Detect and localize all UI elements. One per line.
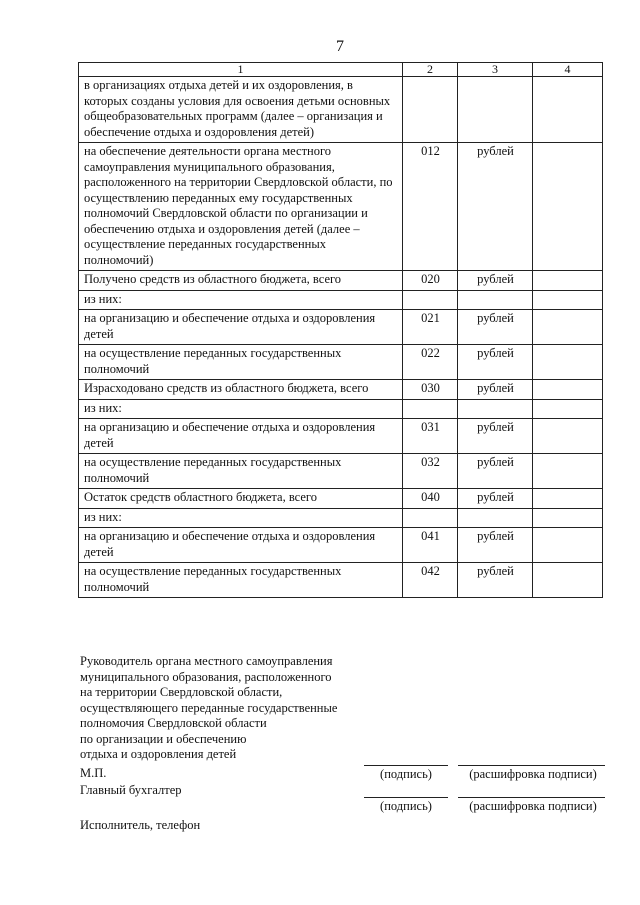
- row-label-cell: из них:: [79, 290, 403, 310]
- row-unit-cell: рублей: [458, 380, 533, 400]
- row-label-cell: на осуществление переданных государственных полномочий: [79, 454, 403, 489]
- row-unit-cell: [458, 399, 533, 419]
- row-label-cell: на организацию и обеспечение отдыха и оздоровления детей: [79, 528, 403, 563]
- row-label-cell: в организациях отдыха детей и их оздоровления, в которых созданы условия для освоения детьми основных общеобразовательных программ (далее – организация и обеспечение отдыха и оздоровления детей): [79, 77, 403, 143]
- table-row: [79, 508, 603, 528]
- row-code-cell: 040: [403, 489, 458, 509]
- row-code-cell: [403, 399, 458, 419]
- table-row: [79, 310, 603, 345]
- row-unit-cell: рублей: [458, 310, 533, 345]
- row-value-cell[interactable]: [533, 399, 603, 419]
- row-value-cell[interactable]: [533, 454, 603, 489]
- report-table-body: [79, 63, 603, 598]
- row-unit-cell: рублей: [458, 563, 533, 598]
- row-value-cell[interactable]: [533, 380, 603, 400]
- head-title-line: муниципального образования, расположенного: [80, 669, 332, 684]
- head-signature-line: [364, 765, 448, 766]
- row-unit-cell: [458, 77, 533, 143]
- row-value-cell[interactable]: [533, 489, 603, 509]
- row-label-cell: на осуществление переданных государственных полномочий: [79, 345, 403, 380]
- row-label-cell: на обеспечение деятельности органа местного самоуправления муниципального образования, расположенного на территории Свердловской области, по осуществлению переданных ему государственных полномочий Свердловской области по организации и обеспечению отдыха и оздоровления детей (далее – осуществление переданных государственных полномочий): [79, 143, 403, 271]
- row-code-cell: 012: [403, 143, 458, 271]
- row-code-cell: 021: [403, 310, 458, 345]
- row-value-cell[interactable]: [533, 77, 603, 143]
- row-value-cell[interactable]: [533, 290, 603, 310]
- row-unit-cell: рублей: [458, 271, 533, 291]
- head-title-line: по организации и обеспечению: [80, 731, 247, 746]
- column-header: 2: [403, 63, 458, 77]
- page-number: 7: [336, 38, 344, 55]
- row-unit-cell: рублей: [458, 419, 533, 454]
- row-value-cell[interactable]: [533, 508, 603, 528]
- table-row: [79, 345, 603, 380]
- row-code-cell: 030: [403, 380, 458, 400]
- row-unit-cell: рублей: [458, 454, 533, 489]
- row-unit-cell: [458, 290, 533, 310]
- table-row: [79, 77, 603, 143]
- head-title-line: отдыха и оздоровления детей: [80, 747, 237, 761]
- row-value-cell[interactable]: [533, 271, 603, 291]
- row-label-cell: Израсходовано средств из областного бюджета, всего: [79, 380, 403, 400]
- row-code-cell: 022: [403, 345, 458, 380]
- table-row: [79, 489, 603, 509]
- row-label-cell: из них:: [79, 399, 403, 419]
- table-header-row: [79, 63, 603, 77]
- row-value-cell[interactable]: [533, 310, 603, 345]
- row-code-cell: 042: [403, 563, 458, 598]
- row-code-cell: [403, 290, 458, 310]
- table-row: [79, 380, 603, 400]
- table-row: [79, 454, 603, 489]
- head-decoding-caption: (расшифровка подписи): [469, 767, 597, 781]
- column-header: 3: [458, 63, 533, 77]
- report-table: [78, 62, 603, 598]
- table-row: [79, 528, 603, 563]
- table-row: [79, 419, 603, 454]
- table-row: [79, 271, 603, 291]
- accountant-decoding-line: [458, 797, 605, 798]
- table-row: [79, 563, 603, 598]
- column-header: 1: [79, 63, 403, 77]
- head-title-line: Руководитель органа местного самоуправления: [80, 654, 333, 668]
- row-code-cell: 031: [403, 419, 458, 454]
- row-label-cell: на организацию и обеспечение отдыха и оздоровления детей: [79, 310, 403, 345]
- row-code-cell: 032: [403, 454, 458, 489]
- row-code-cell: [403, 77, 458, 143]
- row-label-cell: Получено средств из областного бюджета, всего: [79, 271, 403, 291]
- row-unit-cell: рублей: [458, 345, 533, 380]
- head-title-line: полномочия Свердловской области: [80, 716, 267, 730]
- row-label-cell: на организацию и обеспечение отдыха и оздоровления детей: [79, 419, 403, 454]
- row-unit-cell: рублей: [458, 528, 533, 563]
- row-label-cell: Остаток средств областного бюджета, всего: [79, 489, 403, 509]
- head-title-block: [80, 654, 337, 763]
- row-code-cell: 020: [403, 271, 458, 291]
- row-label-cell: на осуществление переданных государственных полномочий: [79, 563, 403, 598]
- head-title-line: осуществляющего переданные государственные: [80, 700, 338, 715]
- row-value-cell[interactable]: [533, 345, 603, 380]
- table-row: [79, 399, 603, 419]
- row-code-cell: 041: [403, 528, 458, 563]
- row-unit-cell: [458, 508, 533, 528]
- row-unit-cell: рублей: [458, 489, 533, 509]
- chief-accountant-label: Главный бухгалтер: [80, 783, 182, 797]
- column-header: 4: [533, 63, 603, 77]
- table-row: [79, 143, 603, 271]
- head-decoding-line: [458, 765, 605, 766]
- row-unit-cell: рублей: [458, 143, 533, 271]
- performer-label: Исполнитель, телефон: [80, 818, 201, 832]
- row-value-cell[interactable]: [533, 528, 603, 563]
- row-label-cell: из них:: [79, 508, 403, 528]
- row-value-cell[interactable]: [533, 143, 603, 271]
- head-signature-caption: (подпись): [380, 767, 432, 781]
- accountant-decoding-caption: (расшифровка подписи): [469, 799, 597, 813]
- stamp-label: М.П.: [80, 766, 107, 780]
- row-value-cell[interactable]: [533, 419, 603, 454]
- row-code-cell: [403, 508, 458, 528]
- head-title-line: на территории Свердловской области,: [80, 685, 283, 699]
- accountant-signature-caption: (подпись): [380, 799, 432, 813]
- accountant-signature-line: [364, 797, 448, 798]
- row-value-cell[interactable]: [533, 563, 603, 598]
- table-row: [79, 290, 603, 310]
